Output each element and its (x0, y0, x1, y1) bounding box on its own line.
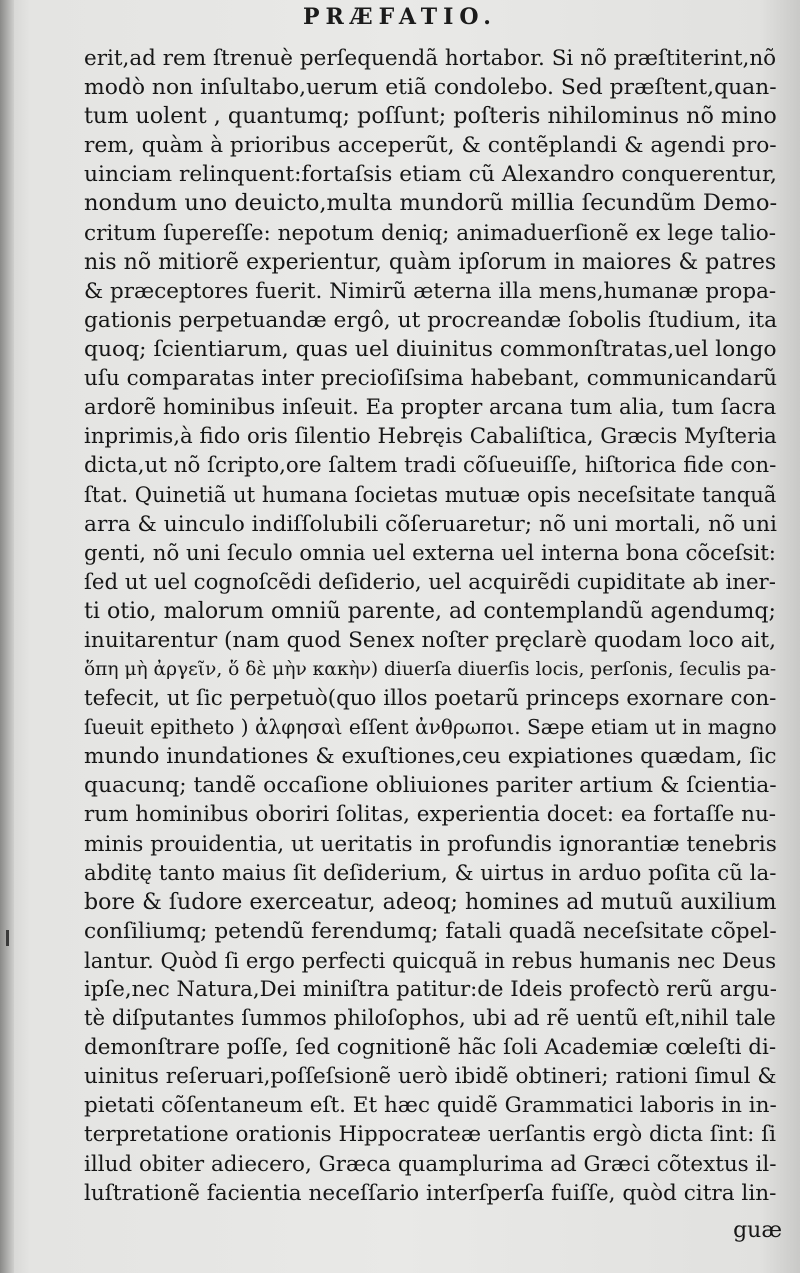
text-line: mundo inundationes & exuſtiones,ceu expiationes quædam, ſic (84, 744, 777, 770)
text-line: inuitarentur (nam quod Senex noſter pręclarè quodam loco ait, (84, 627, 776, 653)
text-line: gationis perpetuandæ ergô, ut procreandæ ſobolis ſtudium, ita (84, 307, 778, 333)
text-line: ſed ut uel cognoſcẽdi deſiderio, uel acquirẽdi cupiditate ab iner- (84, 569, 776, 595)
text-line: critum ſupereſſe: nepotum deniq; animaduerſionẽ ex lege talio- (84, 220, 777, 246)
text-line: erit,ad rem ſtrenuè perſequendã hortabor. Si nõ præſtiterint,nõ (84, 46, 777, 71)
gutter-shadow (0, 0, 14, 1273)
text-line: tè diſputantes ſummos philoſophos, ubi ad rẽ uentũ eſt,nihil tale (84, 1006, 776, 1032)
text-line: demonſtrare poſſe, ſed cognitionẽ hãc ſoli Academiæ cœleſti di- (84, 1035, 777, 1061)
text-line: minis prouidentia, ut ueritatis in profundis ignorantiæ tenebris (84, 831, 777, 857)
text-line: quacunq; tandẽ occaſione obliuiones pariter artium & ſcientia- (84, 773, 777, 799)
text-line: lantur. Quòd ſi ergo perfecti quicquã in rebus humanis nec Deus (84, 947, 777, 973)
text-line: illud obiter adiecero, Græca quamplurima ad Græci cõtextus il- (84, 1151, 777, 1177)
text-line: pietati cõſentaneum eſt. Et hæc quidẽ Grammatici laboris in in- (84, 1093, 777, 1119)
text-line: quoq; ſcientiarum, quas uel diuinitus commonſtratas,uel longo (84, 336, 777, 362)
text-line: genti, nõ uni ſeculo omnia uel externa uel interna bona cõceſsit: (84, 540, 776, 566)
text-line: ὅπη μὴ ἀργεῖν, ὅ δὲ μὴν κακὴν) diuerſa diuerſis locis, perſonis, ſeculis pa- (84, 658, 777, 680)
text-line: ſueuit epitheto ) ἀλφησαὶ eſſent ἀνθρωποι. Sæpe etiam ut in magno (84, 715, 777, 740)
text-line: modò non inſultabo,uerum etiã condolebo. Sed præſtent,quan- (84, 75, 777, 101)
text-line: uinitus reſeruari,poſſeſsionẽ uerò ibidẽ obtineri; rationi ſimul & (84, 1064, 777, 1090)
text-line: dicta,ut nõ ſcripto,ore ſaltem tradi cõſueuiſſe, hiſtorica fide con- (84, 453, 777, 479)
text-line: inprimis,à fido oris ſilentio Hebręis Cabaliſtica, Græcis Myſteria (84, 424, 777, 450)
text-line: uſu comparatas inter precioſiſsima habebant, communicandarũ (84, 366, 778, 392)
text-line: ſtat. Quinetiã ut humana ſocietas mutuæ opis neceſsitate tanquã (84, 482, 777, 508)
text-line: tefecit, ut ſic perpetuò(quo illos poetarũ princeps exornare con- (84, 686, 777, 712)
text-line: terpretatione orationis Hippocrateæ uerſantis ergò dicta ſint: ſi (84, 1122, 777, 1148)
text-line: nondum uno deuicto,multa mundorũ millia ſecundũm Demo- (84, 190, 778, 217)
text-line: uinciam relinquent:fortaſsis etiam cũ Alexandro conquerentur, (84, 162, 777, 188)
text-line: abditę tanto maius ſit deſiderium, & uirtus in arduo poſita cũ la- (84, 860, 777, 886)
text-line: conſiliumq; petendũ ferendumq; fatali quadã neceſsitate cõpel- (84, 918, 777, 944)
text-line: luſtrationẽ facientia neceſſario interſperſa fuiſſe, quòd citra lin- (84, 1180, 777, 1206)
text-line: bore & ſudore exerceatur, adeoq; homines ad mutuũ auxilium (84, 888, 777, 915)
text-line: ti otio, malorum omniũ parente, ad contemplandũ agendumq; (84, 597, 776, 624)
body-text (84, 44, 784, 1208)
text-line: ardorẽ hominibus inſeuit. Ea propter arcana tum alia, tum ſacra (84, 395, 777, 421)
text-line: arra & uinculo indiſſolubili cõſeruaretur; nõ uni mortali, nõ uni (84, 511, 777, 537)
text-line: rem, quàm à prioribus acceperũt, & contẽplandi & agendi pro- (84, 133, 777, 159)
text-line: ipſe,nec Natura,Dei miniſtra patitur:de Ideis profectò rerũ argu- (84, 977, 777, 1002)
running-head: PRÆFATIO. (303, 4, 497, 30)
text-line: & præceptores fuerit. Nimirũ æterna illa mens,humanæ propa- (84, 278, 777, 304)
catchword: guæ (733, 1218, 782, 1243)
margin-mark (6, 930, 9, 946)
text-line: rum hominibus oboriri ſolitas, experientia docet: ea fortaſſe nu- (84, 802, 777, 828)
text-line: nis nõ mitiorẽ experientur, quàm ipſorum in maiores & patres (84, 248, 777, 275)
text-line: tum uolent , quantumq; poſſunt; poſteris nihilominus nõ mino (84, 103, 777, 130)
